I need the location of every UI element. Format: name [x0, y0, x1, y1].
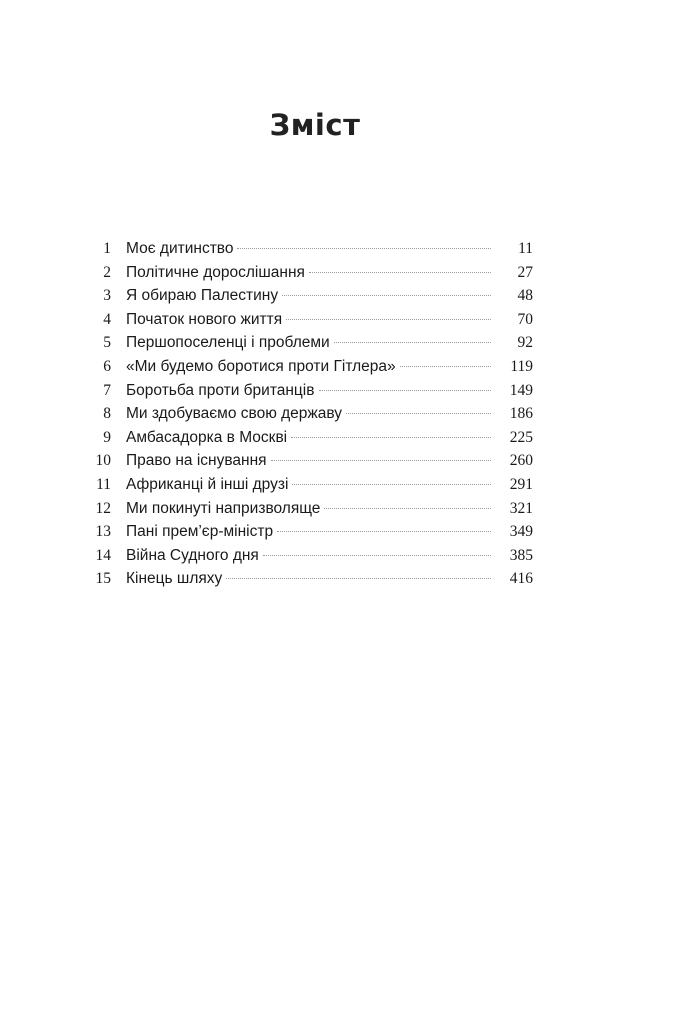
toc-entry	[93, 476, 533, 500]
dot-leader	[237, 248, 491, 249]
page-number: 291	[509, 475, 533, 493]
dot-leader	[282, 295, 491, 296]
chapter-title: Першопоселенці і проблеми	[126, 334, 330, 352]
table-of-contents	[93, 240, 533, 594]
chapter-number: 9	[103, 428, 111, 446]
chapter-number: 5	[103, 334, 111, 352]
chapter-number: 13	[95, 523, 111, 541]
chapter-title: Ми покинуті напризволяще	[126, 499, 321, 517]
toc-entry	[93, 452, 533, 476]
toc-entry	[93, 240, 533, 264]
chapter-number: 11	[96, 475, 111, 493]
toc-entry	[93, 287, 533, 311]
chapter-title: Моє дитинство	[126, 240, 234, 257]
page-number: 11	[518, 240, 533, 257]
toc-entry	[93, 311, 533, 335]
toc-entry	[93, 547, 533, 571]
dot-leader	[263, 555, 491, 556]
dot-leader	[319, 390, 492, 391]
dot-leader	[334, 342, 491, 343]
page-number: 92	[517, 334, 533, 352]
chapter-number: 4	[103, 310, 111, 328]
toc-entry	[93, 405, 533, 429]
dot-leader	[286, 319, 491, 320]
page-number: 385	[509, 546, 533, 564]
chapter-number: 12	[95, 499, 111, 517]
dot-leader	[292, 484, 491, 485]
page-number: 321	[509, 499, 533, 517]
chapter-number: 15	[95, 570, 111, 588]
dot-leader	[226, 578, 491, 579]
page-number: 48	[517, 287, 533, 305]
chapter-number: 10	[95, 452, 111, 470]
toc-entry	[93, 358, 533, 382]
chapter-title: Кінець шляху	[126, 570, 223, 588]
page-number: 27	[517, 263, 533, 281]
dot-leader	[324, 508, 491, 509]
chapter-title: Політичне дорослішання	[126, 263, 305, 281]
chapter-number: 3	[103, 287, 111, 305]
chapter-title: Пані прем’єр-міністр	[126, 523, 274, 541]
chapter-number: 1	[103, 240, 111, 257]
chapter-number: 14	[95, 546, 111, 564]
page-title: Зміст	[269, 108, 361, 142]
toc-entry	[93, 334, 533, 358]
chapter-title: Право на існування	[126, 452, 267, 470]
page-number: 225	[509, 428, 533, 446]
chapter-title: Я обираю Палестину	[126, 287, 279, 305]
chapter-number: 7	[103, 381, 111, 399]
page-number: 416	[509, 570, 533, 588]
page-number: 70	[517, 310, 533, 328]
toc-entry	[93, 500, 533, 524]
page-number: 260	[509, 452, 533, 470]
dot-leader	[277, 531, 491, 532]
toc-entry	[93, 523, 533, 547]
chapter-title: «Ми будемо боротися проти Гітлера»	[126, 357, 396, 375]
page-number: 119	[510, 357, 533, 375]
toc-entry	[93, 429, 533, 453]
dot-leader	[400, 366, 491, 367]
toc-entry	[93, 570, 533, 594]
dot-leader	[271, 460, 491, 461]
page-number: 349	[509, 523, 533, 541]
chapter-title: Війна Судного дня	[126, 546, 259, 564]
dot-leader	[309, 272, 491, 273]
chapter-title: Африканці й інші друзі	[126, 475, 289, 493]
page-number: 149	[509, 381, 533, 399]
chapter-title: Амбасадорка в Москві	[126, 428, 288, 446]
chapter-number: 2	[103, 263, 111, 281]
chapter-number: 6	[103, 357, 111, 375]
chapter-title: Боротьба проти британців	[126, 381, 315, 399]
chapter-number: 8	[103, 405, 111, 423]
dot-leader	[346, 413, 491, 414]
dot-leader	[291, 437, 491, 438]
toc-entry	[93, 264, 533, 288]
chapter-title: Ми здобуваємо свою державу	[126, 405, 343, 423]
chapter-title: Початок нового життя	[126, 310, 283, 328]
page-number: 186	[509, 405, 533, 423]
toc-entry	[93, 382, 533, 406]
